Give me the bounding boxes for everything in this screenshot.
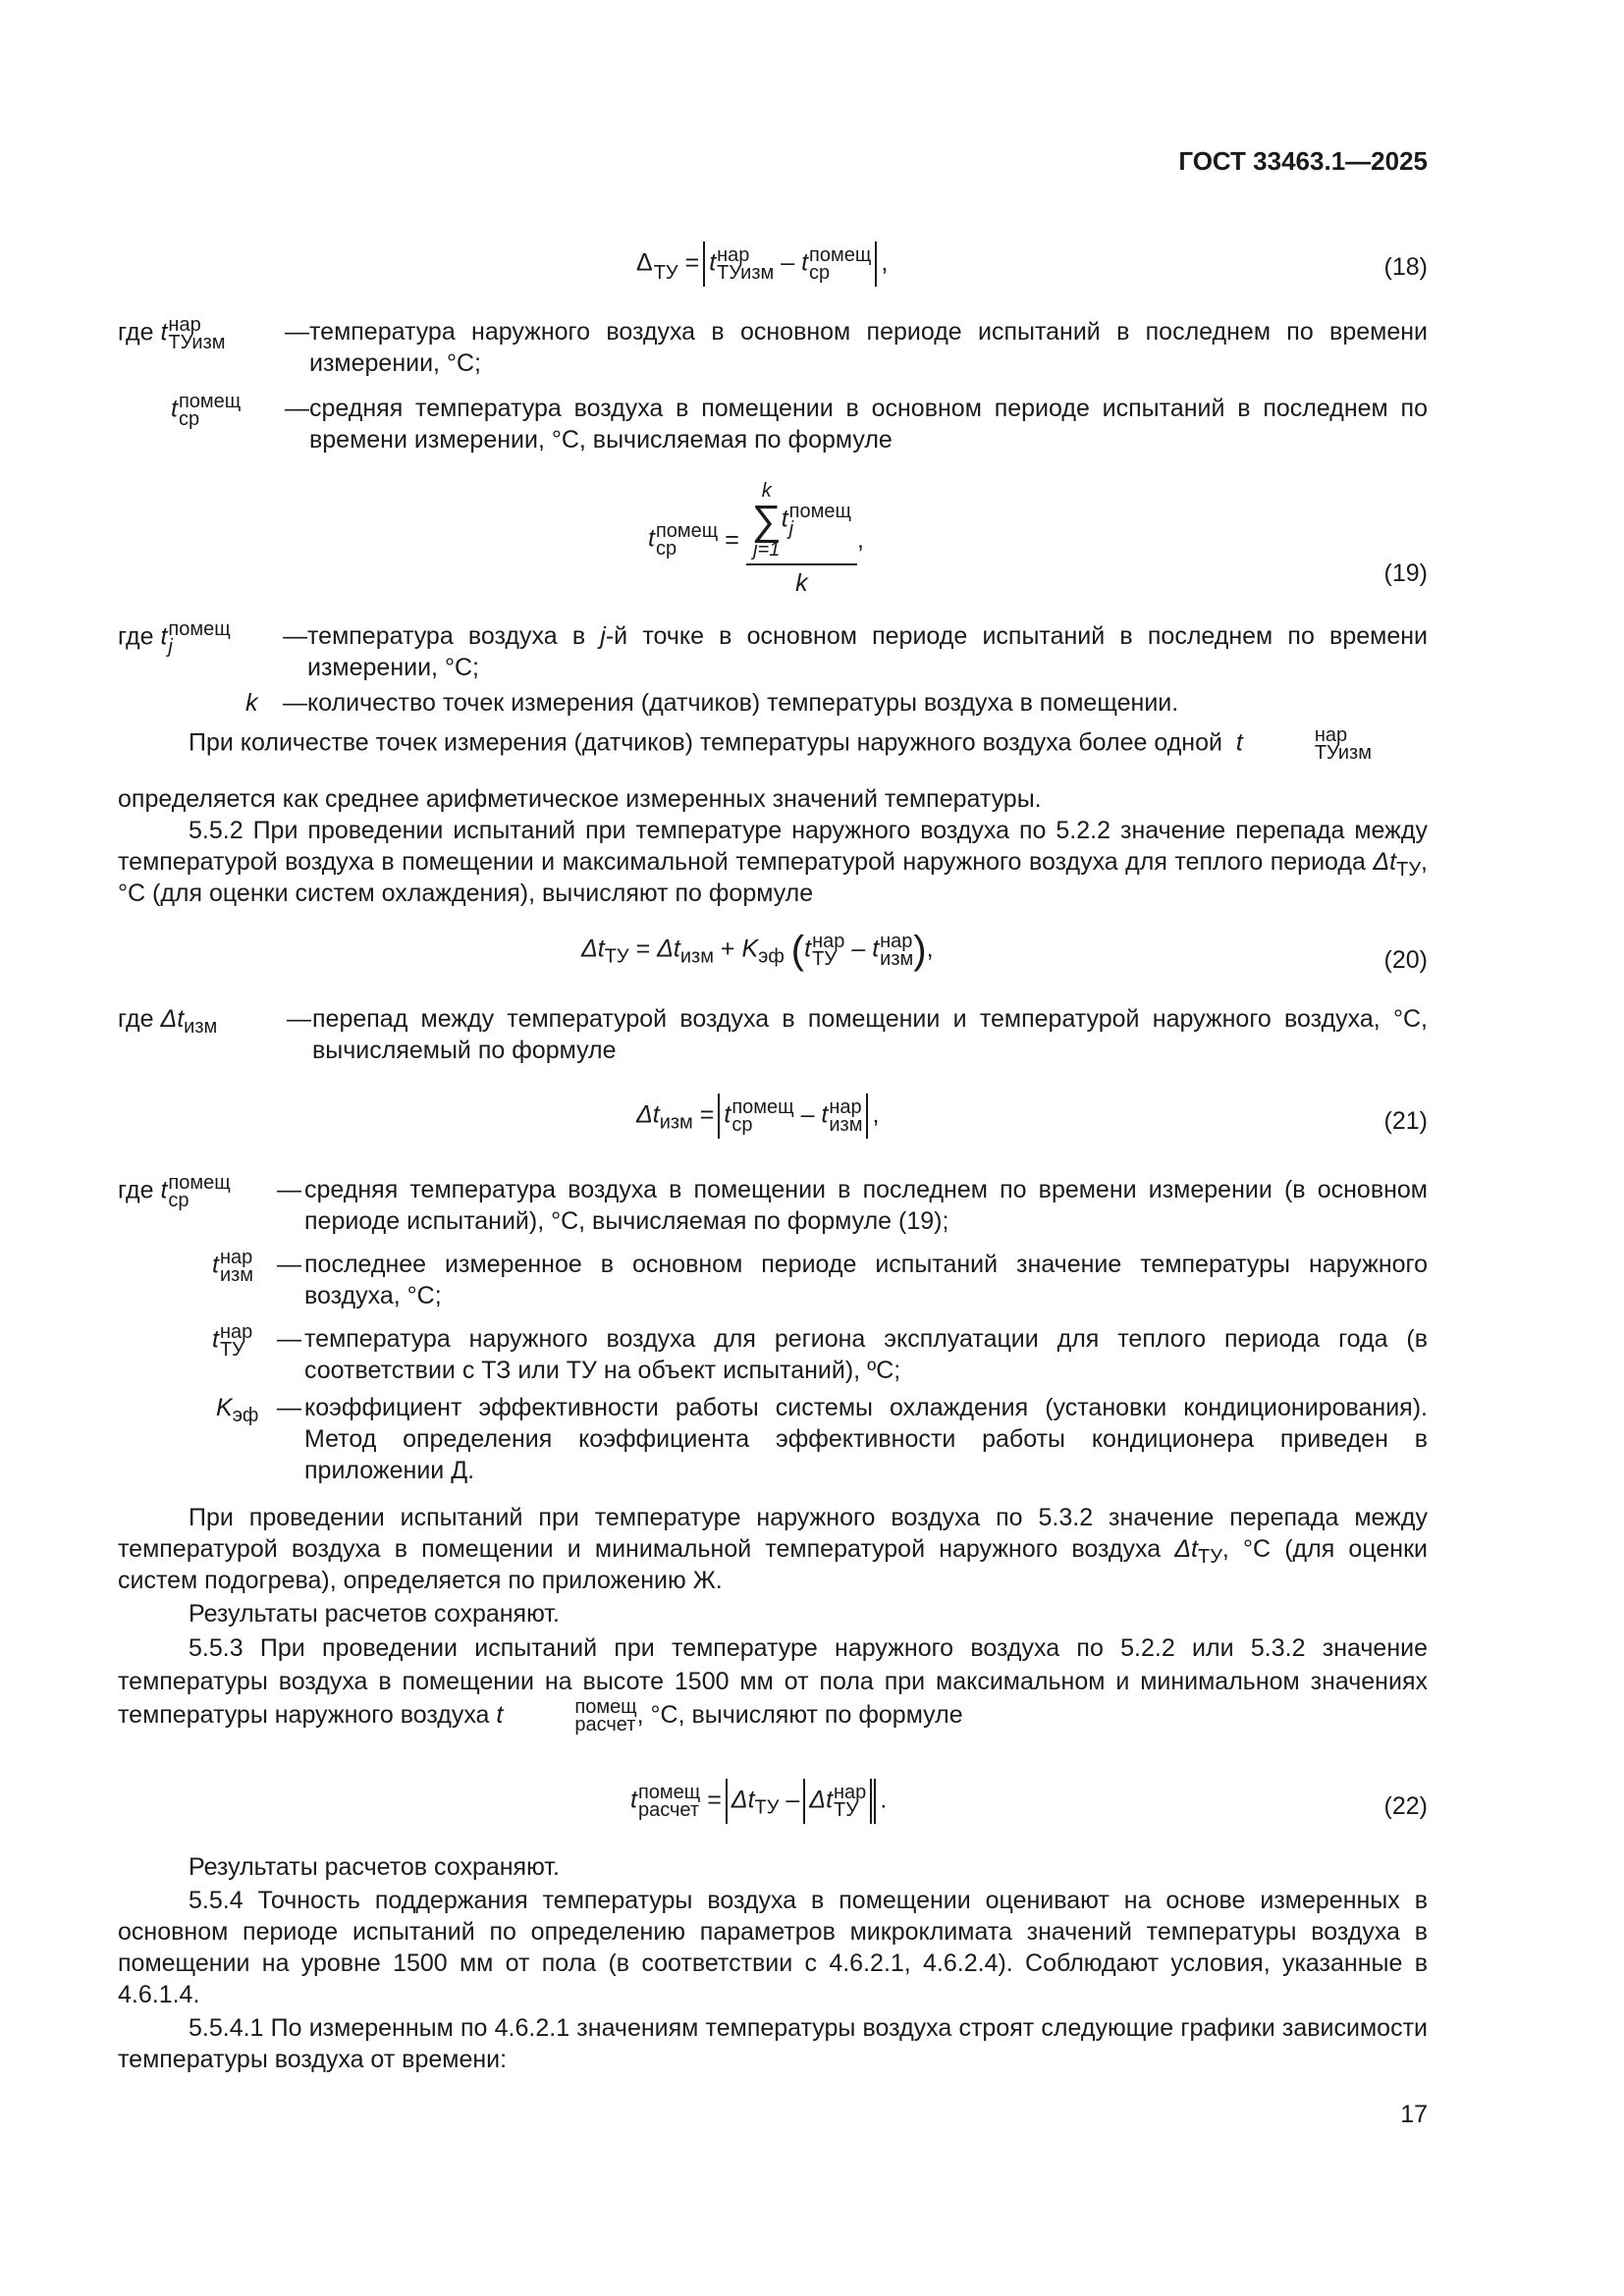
definition-delta-t-izm: где $\Delta t_{изм}$ — перепад между температурой воздуха в помещении и температурой наружного воздуха, °С, вычисляемый по формуле <box>118 1005 1428 1064</box>
equation-18: Δ ТУ = t нар ТУизм – t помещ ср , <box>636 241 888 287</box>
results-saved-1: Результаты расчетов сохраняют. <box>189 1600 560 1628</box>
definition-t-nar-izm: t нар изм — последнее измеренное в основном периоде испытаний значение температуры наружного воздуха, °С; <box>212 1247 1428 1309</box>
paragraph-5-5-2: 5.5.2 При проведении испытаний при температуре наружного воздуха по 5.2.2 значение перепада между температурой воздуха в помещении и максимальной температурой наружного воздуха для теплого периода $\Delta t_{ТУ}$, °С (для оценки систем охлаждения), вычисляют по формуле <box>118 817 1428 907</box>
equation-19: t помещ ср = k ∑ j=1 t помещ j k , <box>648 480 864 597</box>
definition-k: k — количество точек измерения (датчиков) температуры воздуха в помещении. <box>245 689 1179 717</box>
page-number: 17 <box>1400 2101 1428 2128</box>
paragraph-5-5-4-1: 5.5.4.1 По измеренным по 4.6.2.1 значениям температуры воздуха строят следующие графики зависимости температуры воздуха от времени: <box>118 2014 1428 2073</box>
definition-t-j-pomesch: где t помещ j — температура воздуха в j-й точке в основном периоде испытаний в последнем по времени измерении, °С; <box>118 618 1428 681</box>
paragraph-5-5-4: 5.5.4 Точность поддержания температуры воздуха в помещении оценивают на основе измеренных в основном периоде испытаний по определению параметров микроклимата значений температуры воздуха в помещении на уровне 1500 мм от пола (в соответствии с 4.6.2.1, 4.6.2.4). Соблюдают условия, указанные в 4.6.1.4. <box>118 1887 1428 2008</box>
paragraph-heating: При проведении испытаний при температуре наружного воздуха по 5.3.2 значение перепада между температурой воздуха в помещении и минимальной температурой наружного воздуха $\Delta t_{ТУ}$, °С (для оценки систем подогрева), определяется по приложению Ж. <box>118 1504 1428 1594</box>
equation-19-number: (19) <box>1383 560 1428 587</box>
equation-18-number: (18) <box>1383 253 1428 281</box>
paragraph-multiple-points: При количестве точек измерения (датчиков) температуры наружного воздуха более одной t нар ТУизм <box>189 724 1372 764</box>
paragraph-5-5-3: 5.5.3 При проведении испытаний при температуре наружного воздуха по 5.2.2 или 5.3.2 значение температуры воздуха в помещении на высоте 1500 мм от пола при максимальном и минимальном значениях температуры наружного воздуха t помещ расчет , °С, вычисляют по формуле <box>118 1634 1428 1736</box>
definition-t-nar-tu: t нар ТУ — температура наружного воздуха для региона эксплуатации для теплого периода года (в соответствии с ТЗ или ТУ на объект испытаний), ºС; <box>212 1321 1428 1384</box>
definition-t-pomesch-sr: t помещ ср — средняя температура воздуха в помещении в основном периоде испытаний в последнем по времени измерении, °С, вычисляемая по формуле <box>171 391 1428 454</box>
definition-t-pomesch-sr-2: где t помещ ср — средняя температура воздуха в помещении в последнем по времени измерении (в основном периоде испытаний), °С, вычисляемая по формуле (19); <box>118 1172 1428 1235</box>
results-saved-2: Результаты расчетов сохраняют. <box>189 1853 560 1881</box>
definition-t-nar-tuizm: где t нар ТУизм — температура наружного воздуха в основном периоде испытаний в последнем по времени измерении, °С; <box>118 314 1428 377</box>
paragraph-multiple-points-cont: определяется как среднее арифметическое измеренных значений температуры. <box>118 785 1042 813</box>
equation-21-number: (21) <box>1383 1107 1428 1135</box>
equation-20-number: (20) <box>1383 946 1428 974</box>
definition-k-ef: $K_{эф}$ — коэффициент эффективности работы системы охлаждения (установки кондиционирования). Метод определения коэффициента эффективности работы кондиционера приведен в приложении Д. <box>216 1394 1428 1484</box>
equation-20: $\Delta t_{ТУ} = \Delta t_{изм} + K_{эф}$ (t нар ТУ – t нар изм ), <box>581 929 934 972</box>
equation-22: t помещ расчет = $\Delta t_{ТУ}$ – Δt нар ТУ . <box>630 1779 887 1824</box>
equation-21: $\Delta t_{изм} = t$ помещ ср – t нар изм , <box>636 1094 879 1139</box>
document-header: ГОСТ 33463.1—2025 <box>1178 146 1428 176</box>
equation-22-number: (22) <box>1383 1792 1428 1820</box>
